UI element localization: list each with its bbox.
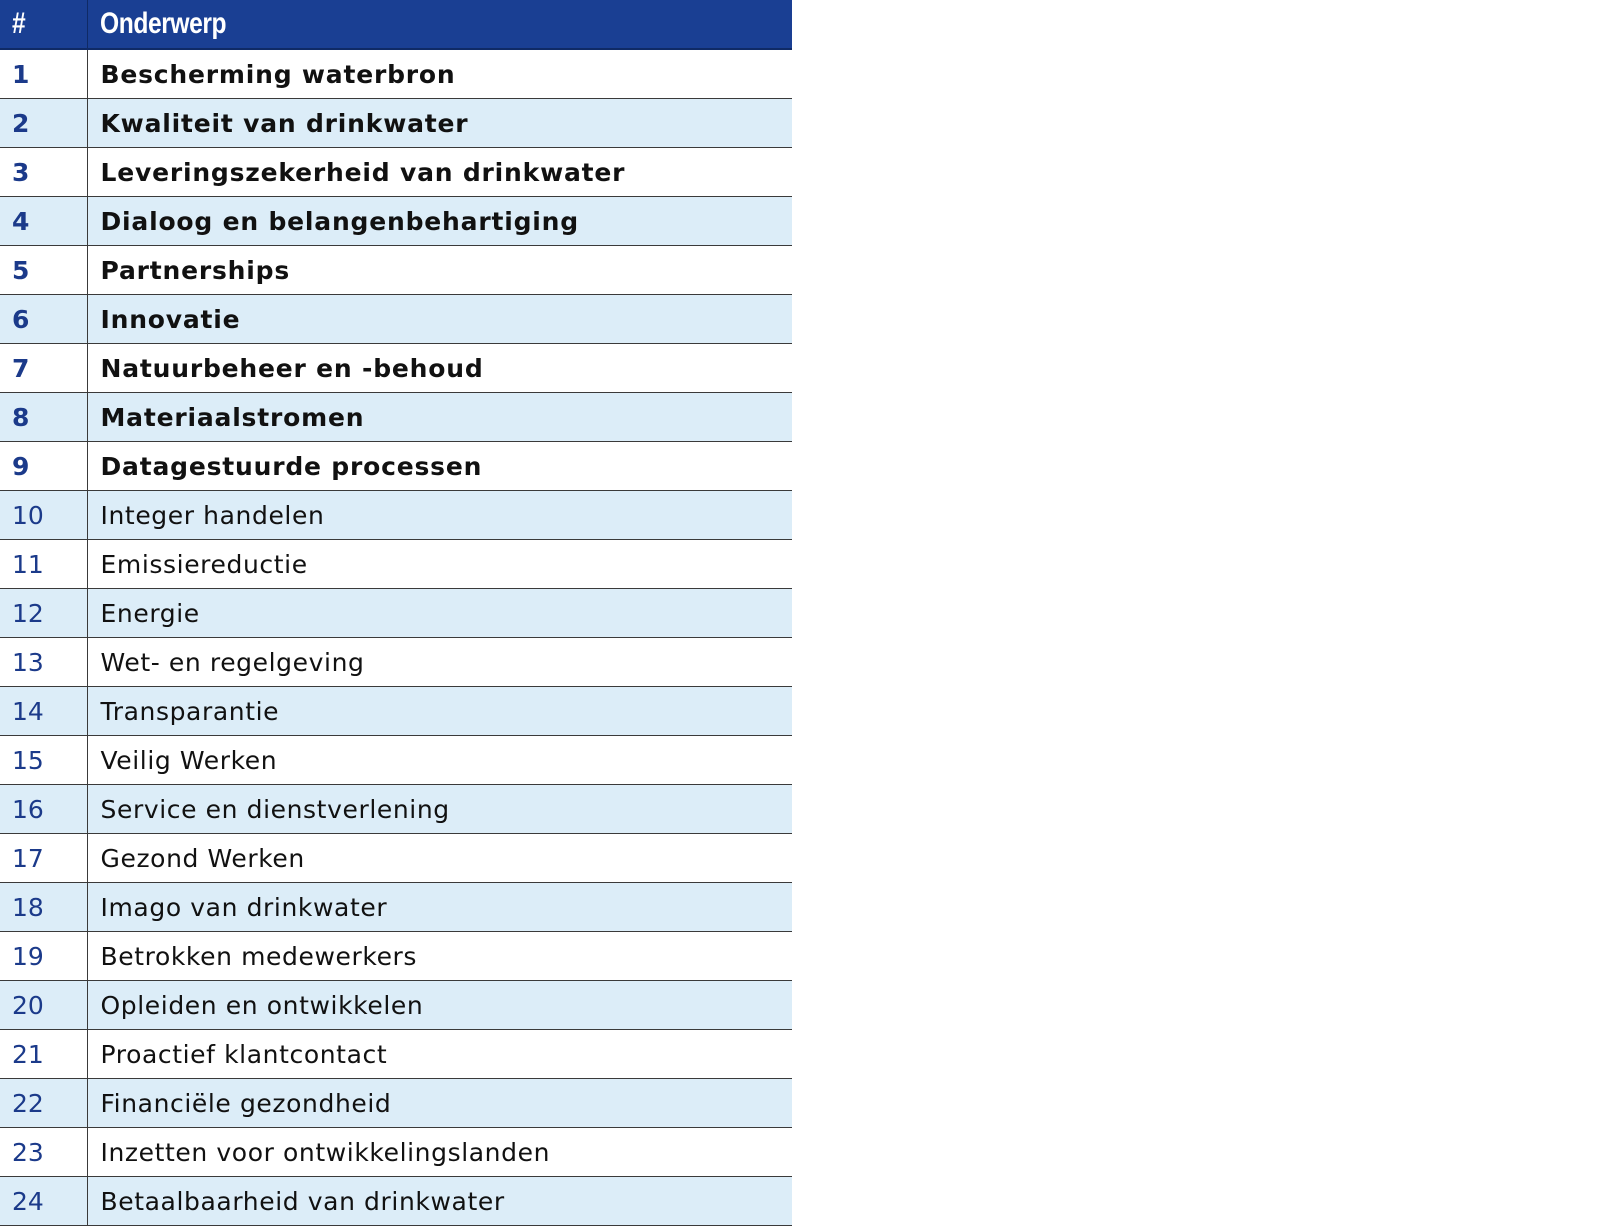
row-number: 11 xyxy=(0,540,87,589)
row-number: 2 xyxy=(0,99,87,148)
row-number: 1 xyxy=(0,49,87,99)
table-row xyxy=(0,99,792,148)
row-topic: Imago van drinkwater xyxy=(87,883,792,932)
header-row xyxy=(0,0,792,49)
row-topic: Opleiden en ontwikkelen xyxy=(87,981,792,1030)
row-topic: Dialoog en belangenbehartiging xyxy=(87,197,792,246)
row-topic: Datagestuurde processen xyxy=(87,442,792,491)
table-row xyxy=(0,148,792,197)
table-row xyxy=(0,246,792,295)
row-number: 6 xyxy=(0,295,87,344)
table-row xyxy=(0,344,792,393)
table-row xyxy=(0,393,792,442)
row-number: 5 xyxy=(0,246,87,295)
table-row xyxy=(0,1079,792,1128)
table-row xyxy=(0,49,792,99)
row-topic: Transparantie xyxy=(87,687,792,736)
table-row xyxy=(0,295,792,344)
row-number: 20 xyxy=(0,981,87,1030)
table-row xyxy=(0,638,792,687)
table-row xyxy=(0,1030,792,1079)
row-topic: Service en dienstverlening xyxy=(87,785,792,834)
header-number: # xyxy=(0,0,87,49)
row-topic: Betrokken medewerkers xyxy=(87,932,792,981)
row-topic: Leveringszekerheid van drinkwater xyxy=(87,148,792,197)
row-number: 24 xyxy=(0,1177,87,1226)
row-topic: Energie xyxy=(87,589,792,638)
table-row xyxy=(0,1128,792,1177)
row-topic: Innovatie xyxy=(87,295,792,344)
row-topic: Wet- en regelgeving xyxy=(87,638,792,687)
row-topic: Financiële gezondheid xyxy=(87,1079,792,1128)
table-row xyxy=(0,442,792,491)
table-row xyxy=(0,736,792,785)
row-topic: Betaalbaarheid van drinkwater xyxy=(87,1177,792,1226)
row-number: 18 xyxy=(0,883,87,932)
row-number: 15 xyxy=(0,736,87,785)
row-number: 9 xyxy=(0,442,87,491)
row-number: 13 xyxy=(0,638,87,687)
row-number: 12 xyxy=(0,589,87,638)
row-number: 16 xyxy=(0,785,87,834)
row-topic: Proactief klantcontact xyxy=(87,1030,792,1079)
row-topic: Emissiereductie xyxy=(87,540,792,589)
row-topic: Bescherming waterbron xyxy=(87,49,792,99)
row-topic: Veilig Werken xyxy=(87,736,792,785)
row-topic: Gezond Werken xyxy=(87,834,792,883)
row-number: 22 xyxy=(0,1079,87,1128)
table-row xyxy=(0,932,792,981)
row-number: 17 xyxy=(0,834,87,883)
row-number: 14 xyxy=(0,687,87,736)
row-number: 8 xyxy=(0,393,87,442)
row-topic: Partnerships xyxy=(87,246,792,295)
row-number: 7 xyxy=(0,344,87,393)
row-number: 10 xyxy=(0,491,87,540)
row-number: 4 xyxy=(0,197,87,246)
table-row xyxy=(0,687,792,736)
row-topic: Kwaliteit van drinkwater xyxy=(87,99,792,148)
row-number: 3 xyxy=(0,148,87,197)
row-number: 19 xyxy=(0,932,87,981)
table-row xyxy=(0,491,792,540)
table-row xyxy=(0,785,792,834)
row-number: 23 xyxy=(0,1128,87,1177)
table-row xyxy=(0,197,792,246)
table-row xyxy=(0,589,792,638)
row-topic: Integer handelen xyxy=(87,491,792,540)
table-row xyxy=(0,540,792,589)
row-topic: Natuurbeheer en -behoud xyxy=(87,344,792,393)
table-header xyxy=(0,0,792,49)
table-row xyxy=(0,981,792,1030)
row-topic: Inzetten voor ontwikkelingslanden xyxy=(87,1128,792,1177)
table-row xyxy=(0,834,792,883)
row-number: 21 xyxy=(0,1030,87,1079)
row-topic: Materiaalstromen xyxy=(87,393,792,442)
header-topic: Onderwerp xyxy=(87,0,792,49)
topic-table xyxy=(0,0,792,1226)
table-row xyxy=(0,1177,792,1226)
table-body xyxy=(0,49,792,1226)
table-row xyxy=(0,883,792,932)
